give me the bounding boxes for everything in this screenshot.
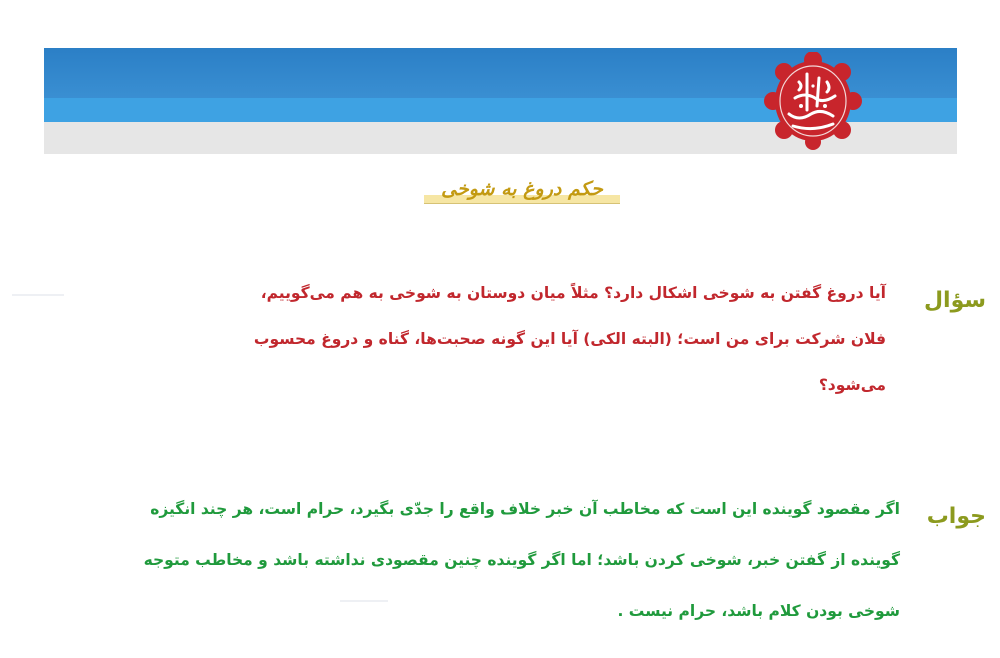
scan-artifact [12, 294, 64, 296]
answer-line: گوینده از گفتن خبر، شوخی کردن باشد؛ اما اگر گوینده چنین مقصودی نداشته باشد و مخاطب متوجه [143, 551, 900, 569]
header-banner [44, 48, 957, 154]
question-line: می‌شود؟ [818, 376, 886, 394]
question-line: آیا دروغ گفتن به شوخی اشکال دارد؟ مثلاً میان دوستان به شوخی به هم می‌گوییم، [260, 284, 886, 302]
scan-artifact [340, 600, 388, 602]
answer-line: شوخی بودن کلام باشد، حرام نیست . [617, 602, 900, 620]
answer-label: جواب [926, 504, 986, 529]
question-label: سؤال [923, 288, 986, 313]
question-line: فلان شرکت برای من است؛ (البته الکی) آیا این گونه صحبت‌ها، گناه و دروغ محسوب [253, 330, 886, 348]
page-title [424, 176, 620, 204]
answer-line: اگر مقصود گوینده این است که مخاطب آن خبر خلاف واقع را جدّی بگیرد، حرام است، هر چند انگیزه [150, 500, 900, 518]
page-title-text: حکم دروغ به شوخی [441, 178, 603, 200]
calligraphy-seal-logo [759, 52, 867, 150]
answer-text [0, 484, 900, 637]
question-text [146, 270, 886, 408]
